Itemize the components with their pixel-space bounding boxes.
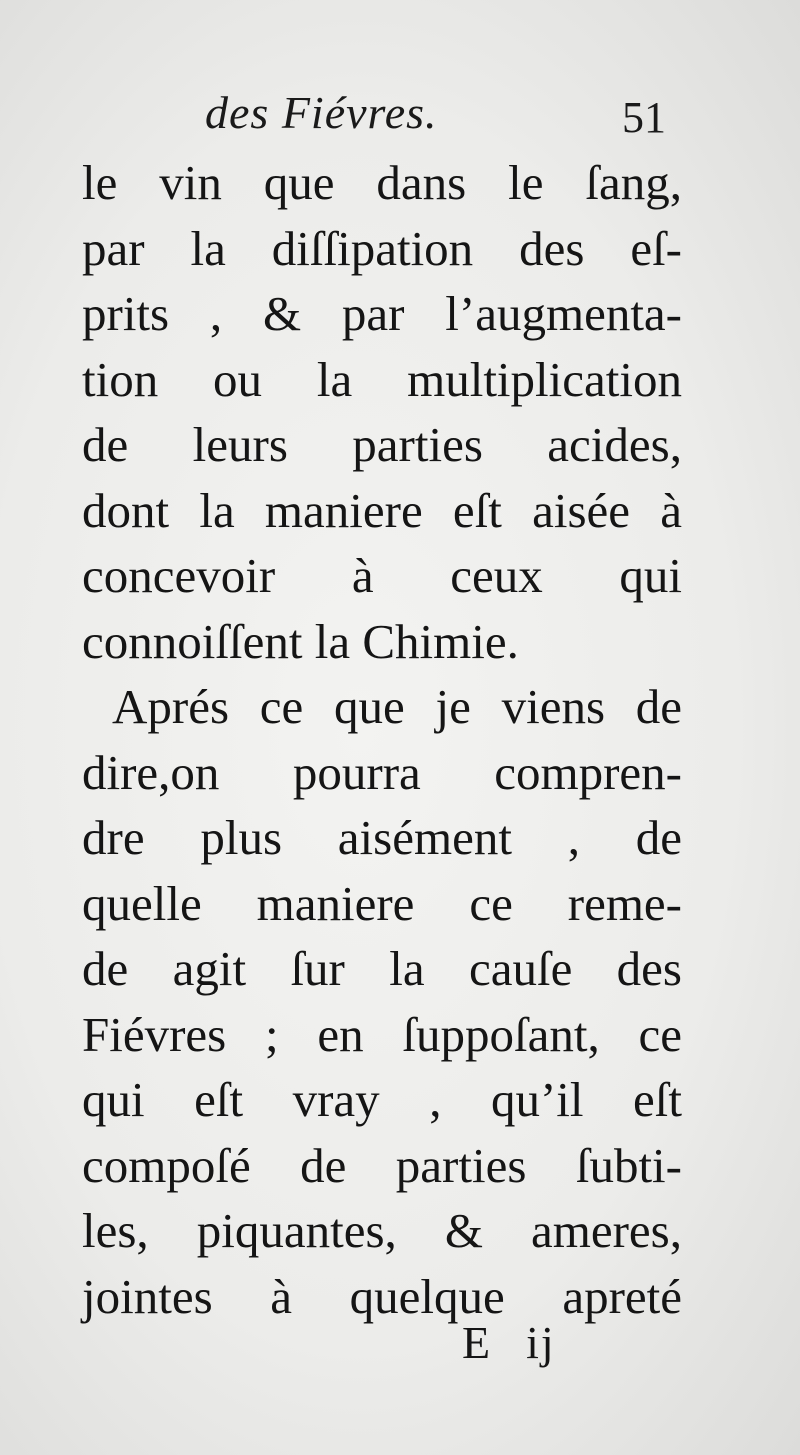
text-line: qui eſt vray , qu’il eſt xyxy=(82,1072,682,1127)
signature-number: ij xyxy=(526,1317,556,1368)
text-line: dont la maniere eſt aisée à xyxy=(82,482,682,538)
text-line: jointes à quelque apreté xyxy=(82,1268,682,1324)
signature-mark xyxy=(462,1316,556,1369)
body-text xyxy=(82,150,682,1329)
text-line: concevoir à ceux qui xyxy=(82,548,682,603)
paragraph-start-line: Aprés ce que je viens de xyxy=(112,679,682,734)
text-line: quelle maniere ce reme- xyxy=(82,875,682,931)
page-number: 51 xyxy=(622,93,666,142)
paragraph-end-line: connoiſſent la Chimie. xyxy=(82,613,519,669)
text-line: compoſé de parties ſubti- xyxy=(82,1137,682,1193)
text-line: le vin que dans le ſang, xyxy=(82,155,682,210)
text-line: dre plus aisément , de xyxy=(82,810,682,865)
signature-letter: E xyxy=(462,1317,493,1368)
text-line: tion ou la multiplication xyxy=(82,351,682,407)
page-header xyxy=(0,86,800,146)
text-line: dire,on pourra compren- xyxy=(82,744,682,800)
running-title: des Fiévres. xyxy=(205,87,438,138)
text-line: de agit ſur la cauſe des xyxy=(82,941,682,996)
text-line: par la diſſipation des eſ- xyxy=(82,220,682,276)
text-line: les, piquantes, & ameres, xyxy=(82,1203,682,1258)
text-line: de leurs parties acides, xyxy=(82,417,682,472)
text-line: Fiévres ; en ſuppoſant, ce xyxy=(82,1006,682,1062)
text-line: prits , & par l’augmenta- xyxy=(82,286,682,341)
